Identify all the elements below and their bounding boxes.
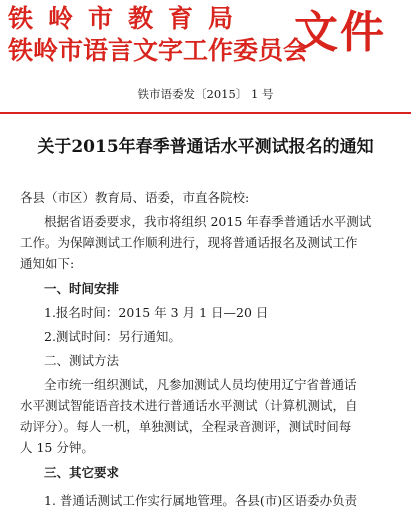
intro-line: 工作。为保障测试工作顺利进行，现将普通话报名及测试工作 xyxy=(20,235,358,250)
intro-line: 根据省语委要求，我市将组织 2015 年春季普通话水平测试 xyxy=(44,214,372,229)
method-line: 水平测试智能语音技术进行普通话水平测试（计算机测试，自 xyxy=(20,398,358,413)
other-item: 1. 普通话测试工作实行属地管理。各县(市)区语委办负责 xyxy=(44,493,358,508)
schedule-item: 1.报名时间：2015 年 3 月 1 日—20 日 xyxy=(44,305,269,320)
section-heading-schedule: 一、时间安排 xyxy=(44,281,120,296)
notice-title: 关于2015年春季普通话水平测试报名的通知 xyxy=(37,137,374,157)
section-heading-method: 二、测试方法 xyxy=(44,353,120,368)
salutation: 各县（市区）教育局、语委，市直各院校: xyxy=(20,190,250,205)
document-type-word: 文件 xyxy=(294,7,386,58)
method-line: 动评分）。每人一机，单独测试，全程录音测评，测试时间每 xyxy=(20,419,352,434)
method-line: 全市统一组织测试，凡参加测试人员均使用辽宁省普通话 xyxy=(44,377,357,392)
section-heading-other: 三、其它要求 xyxy=(44,465,120,480)
schedule-item: 2.测试时间：另行通知。 xyxy=(44,329,181,344)
intro-line: 通知如下: xyxy=(20,256,75,271)
method-line: 人 15 分钟。 xyxy=(20,440,94,455)
document-number: 铁市语委发〔2015〕 1 号 xyxy=(137,87,274,101)
red-divider-rule xyxy=(0,112,411,114)
issuer-line-language-committee: 铁岭市语言文字工作委员会 xyxy=(8,36,309,65)
issuer-line-education-bureau: 铁岭市教育局 xyxy=(8,4,249,33)
